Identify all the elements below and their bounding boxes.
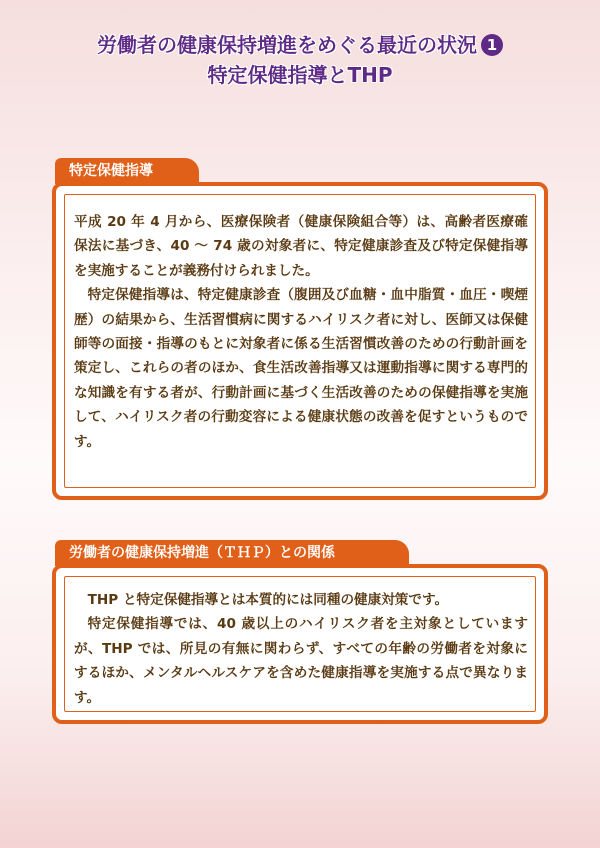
paragraph: 平成 20 年 4 月から、医療保険者（健康保険組合等）は、高齢者医療確保法に基づき、40 〜 74 歳の対象者に、特定健康診査及び特定保健指導を実施することが義務付けられました。 [74, 214, 528, 279]
paragraph: THP と特定保健指導とは本質的には同種の健康対策です。 [87, 592, 449, 608]
section-box-tokutei-hoken-shido [52, 182, 548, 500]
section-tab-tokutei-hoken-shido: 特定保健指導 [55, 158, 199, 184]
section-body [74, 588, 528, 710]
paragraph: 特定保健指導では、40 歳以上のハイリスク者を主対象としていますが、THP では、所見の有無に関わらず、すべての年齢の労働者を対象にするほか、メンタルヘルスケアを含めた健康指導を実施する点で異なります。 [74, 616, 528, 706]
section-tab-thp-kankei: 労働者の健康保持増進（ＴＨＰ）との関係 [55, 540, 409, 566]
title-number-badge: 1 [481, 34, 503, 56]
page-title [0, 30, 600, 90]
paragraph: 特定保健指導は、特定健康診査（腹囲及び血糖・血中脂質・血圧・喫煙歴）の結果から、生活習慣病に関するハイリスク者に対し、医師又は保健師等の面接・指導のもとに対象者に係る生活習慣改善のための行動計画を策定し、これらの者のほか、食生活改善指導又は運動指導に関する専門的な知識を有する者が、行動計画に基づく生活改善のための保健指導を実施して、ハイリスク者の行動変容による健康状態の改善を促すというものです。 [74, 287, 528, 450]
section-body [74, 210, 528, 454]
page-title-line2: 特定保健指導とTHP [207, 63, 393, 87]
page-title-line1 [0, 30, 600, 60]
section-box-thp-kankei [52, 564, 548, 724]
page-title-main: 労働者の健康保持増進をめぐる最近の状況 [97, 33, 477, 57]
